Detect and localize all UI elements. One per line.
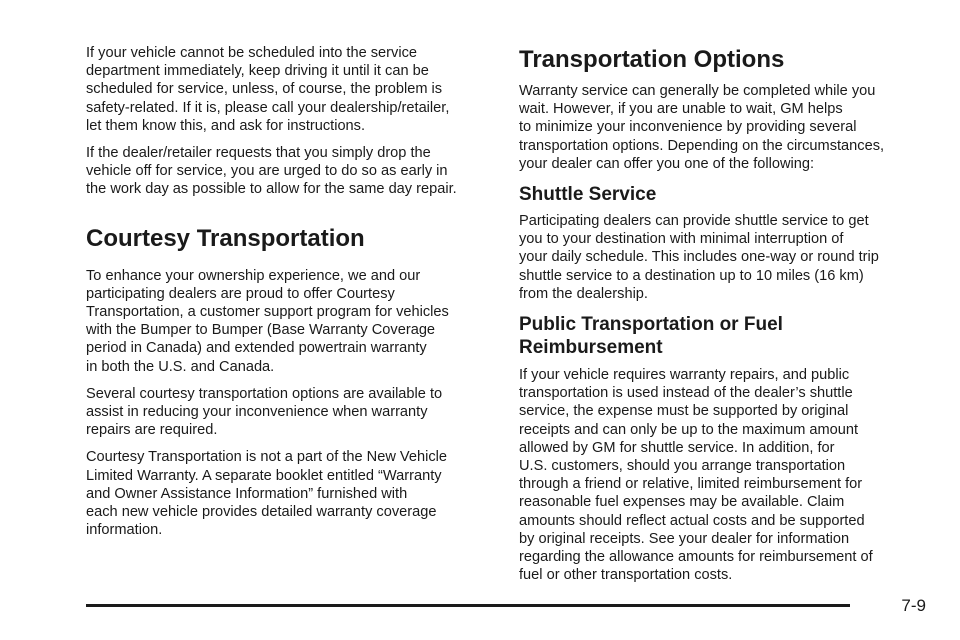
intro-paragraph-1: If your vehicle cannot be scheduled into the service department immediately, keep driving it until it can be scheduled for service, unless, of course, the problem is safety-related. If it is, please call your dealership/retailer, let them know this, and ask for instructions. bbox=[86, 45, 450, 134]
right-column bbox=[519, 44, 929, 593]
transportation-options-paragraph: Warranty service can generally be completed while you wait. However, if you are unable to wait, GM helps to minimize your inconvenience by providing several transportation options. Depending on the circumstances, your dealer can offer you one of the following: bbox=[519, 83, 885, 172]
page-number: 7-9 bbox=[901, 596, 926, 615]
intro-paragraph-2: If the dealer/retailer requests that you simply drop the vehicle off for service, you are urged to do so as early in the work day as possible to allow for the same day repair. bbox=[86, 145, 457, 198]
courtesy-paragraph-1: To enhance your ownership experience, we and our participating dealers are proud to offer Courtesy Transportation, a customer support program for vehicles with the Bumper to Bumper (Base Warranty Coverage period in Canada) and extended powertrain warranty in both the U.S. and Canada. bbox=[86, 267, 449, 375]
courtesy-transportation-heading: Courtesy Transportation bbox=[86, 224, 365, 252]
shuttle-service-heading: Shuttle Service bbox=[519, 184, 657, 206]
transportation-options-heading: Transportation Options bbox=[519, 46, 785, 73]
courtesy-paragraph-2: Several courtesy transportation options are available to assist in reducing your inconvenience when warranty repairs are required. bbox=[86, 385, 443, 439]
left-column bbox=[86, 44, 492, 548]
courtesy-paragraph-3: Courtesy Transportation is not a part of the New Vehicle Limited Warranty. A separate booklet entitled “Warranty and Owner Assistance Information” furnished with each new vehicle provides detailed warranty coverage information. bbox=[86, 449, 447, 539]
shuttle-service-paragraph: Participating dealers can provide shuttle service to get you to your destination with minimal interruption of your daily schedule. This includes one-way or round trip shuttle service to a destination up to 10 miles (16 km) from the dealership. bbox=[519, 213, 879, 302]
public-transportation-heading: Public Transportation or Fuel Reimbursement bbox=[519, 314, 783, 359]
public-transportation-paragraph: If your vehicle requires warranty repairs, and public transportation is used instead of the dealer’s shuttle service, the expense must be supported by original receipts and can only be up to the maximum amount allowed by GM for shuttle service. In addition, for U.S. customers, should you arrange transportation through a friend or relative, limited reimbursement for reasonable fuel expenses may be available. Claim amounts should reflect actual costs and be supported by original receipts. See your dealer for information regarding the allowance amounts for reimbursement of fuel or other transportation costs. bbox=[519, 367, 873, 584]
footer-rule bbox=[86, 604, 850, 607]
